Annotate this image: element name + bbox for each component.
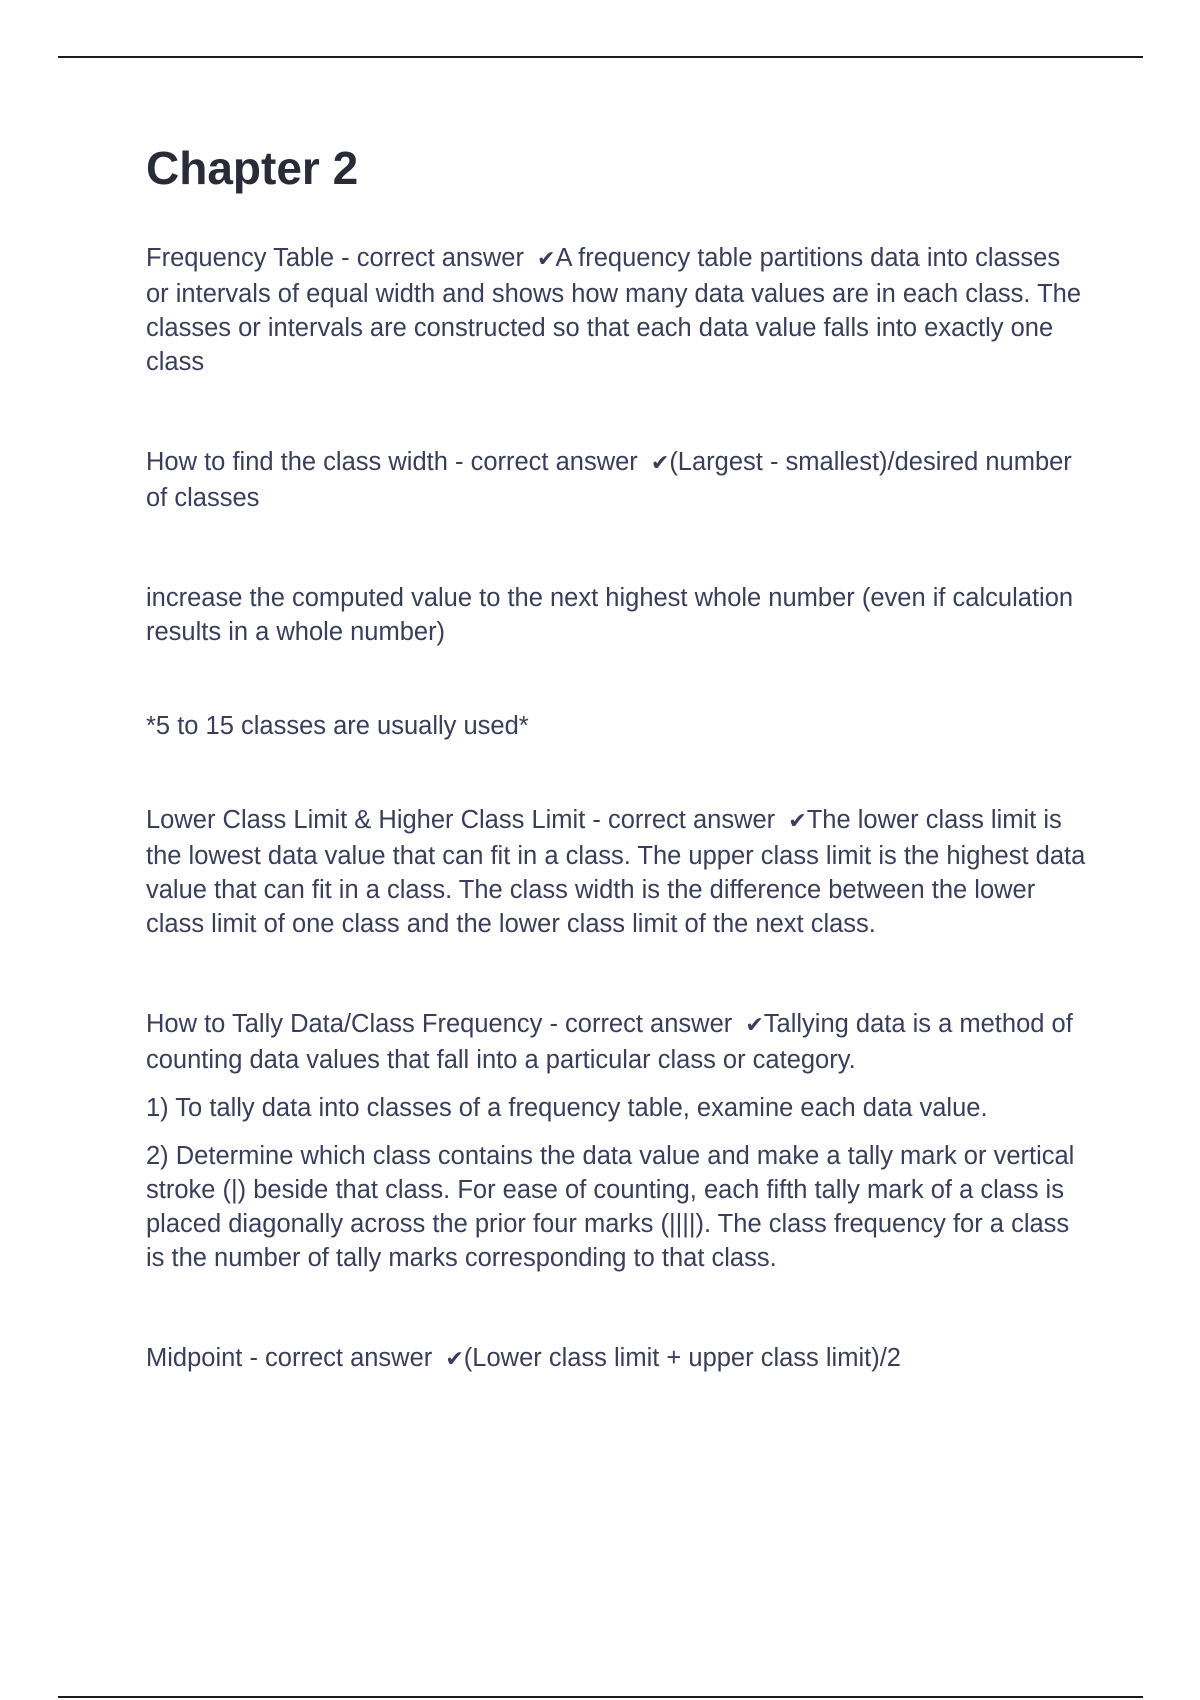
- entry-answer: (Largest - smallest)/desired number of classes: [146, 448, 1072, 512]
- document-body: [146, 140, 1086, 1377]
- check-mark-icon: ✔: [788, 809, 807, 834]
- entry-separator: - correct answer: [585, 806, 783, 834]
- entry-tally-data: [146, 1007, 1086, 1077]
- entry-term: Lower Class Limit & Higher Class Limit: [146, 806, 586, 834]
- top-rule: [58, 56, 1143, 58]
- check-mark-icon: ✔: [650, 451, 670, 476]
- note-round-up: increase the computed value to the next highest whole number (even if calculation results in a whole number): [146, 584, 1074, 646]
- page-title: Chapter 2: [146, 142, 359, 194]
- check-mark-icon: ✔: [745, 1013, 764, 1038]
- entry-separator: - correct answer: [542, 1010, 740, 1038]
- entry-separator: - correct answer: [242, 1344, 440, 1372]
- entry-term: How to Tally Data/Class Frequency: [146, 1010, 543, 1038]
- check-mark-icon: ✔: [445, 1347, 464, 1372]
- entry-answer: (Lower class limit + upper class limit)/2: [463, 1344, 901, 1372]
- note-class-count: *5 to 15 classes are usually used*: [146, 712, 529, 740]
- entry-separator: - correct answer: [334, 244, 532, 272]
- entry-class-width: [146, 445, 1086, 515]
- tally-step-2: 2) Determine which class contains the data value and make a tally mark or vertical stroke (|) beside that class. For ease of counting, each fifth tally mark of a class is placed diagonally across the prior four marks (||||). The class frequency for a class is the number of tally marks corresponding to that class.: [146, 1142, 1075, 1272]
- entry-term: Midpoint: [146, 1344, 243, 1372]
- tally-step-1: 1) To tally data into classes of a frequency table, examine each data value.: [146, 1094, 988, 1122]
- entry-term: Frequency Table: [146, 244, 335, 272]
- entry-midpoint: [146, 1341, 1086, 1377]
- bottom-rule: [58, 1696, 1143, 1698]
- entry-class-limits: [146, 803, 1086, 941]
- entry-answer: Tallying data is a method of counting data values that fall into a particular class or category.: [146, 1010, 1073, 1074]
- entry-frequency-table: [146, 241, 1086, 379]
- check-mark-icon: ✔: [537, 247, 556, 272]
- entry-separator: - correct answer: [447, 448, 645, 476]
- entry-answer: The lower class limit is the lowest data value that can fit in a class. The upper class limit is the highest data value that can fit in a class. The class width is the difference between the lower class limit of one class and the lower class limit of the next class.: [146, 806, 1086, 938]
- entry-term: How to find the class width: [146, 448, 448, 476]
- entry-answer: A frequency table partitions data into classes or intervals of equal width and shows how many data values are in each class. The classes or intervals are constructed so that each data value falls into exactly one class: [146, 244, 1082, 376]
